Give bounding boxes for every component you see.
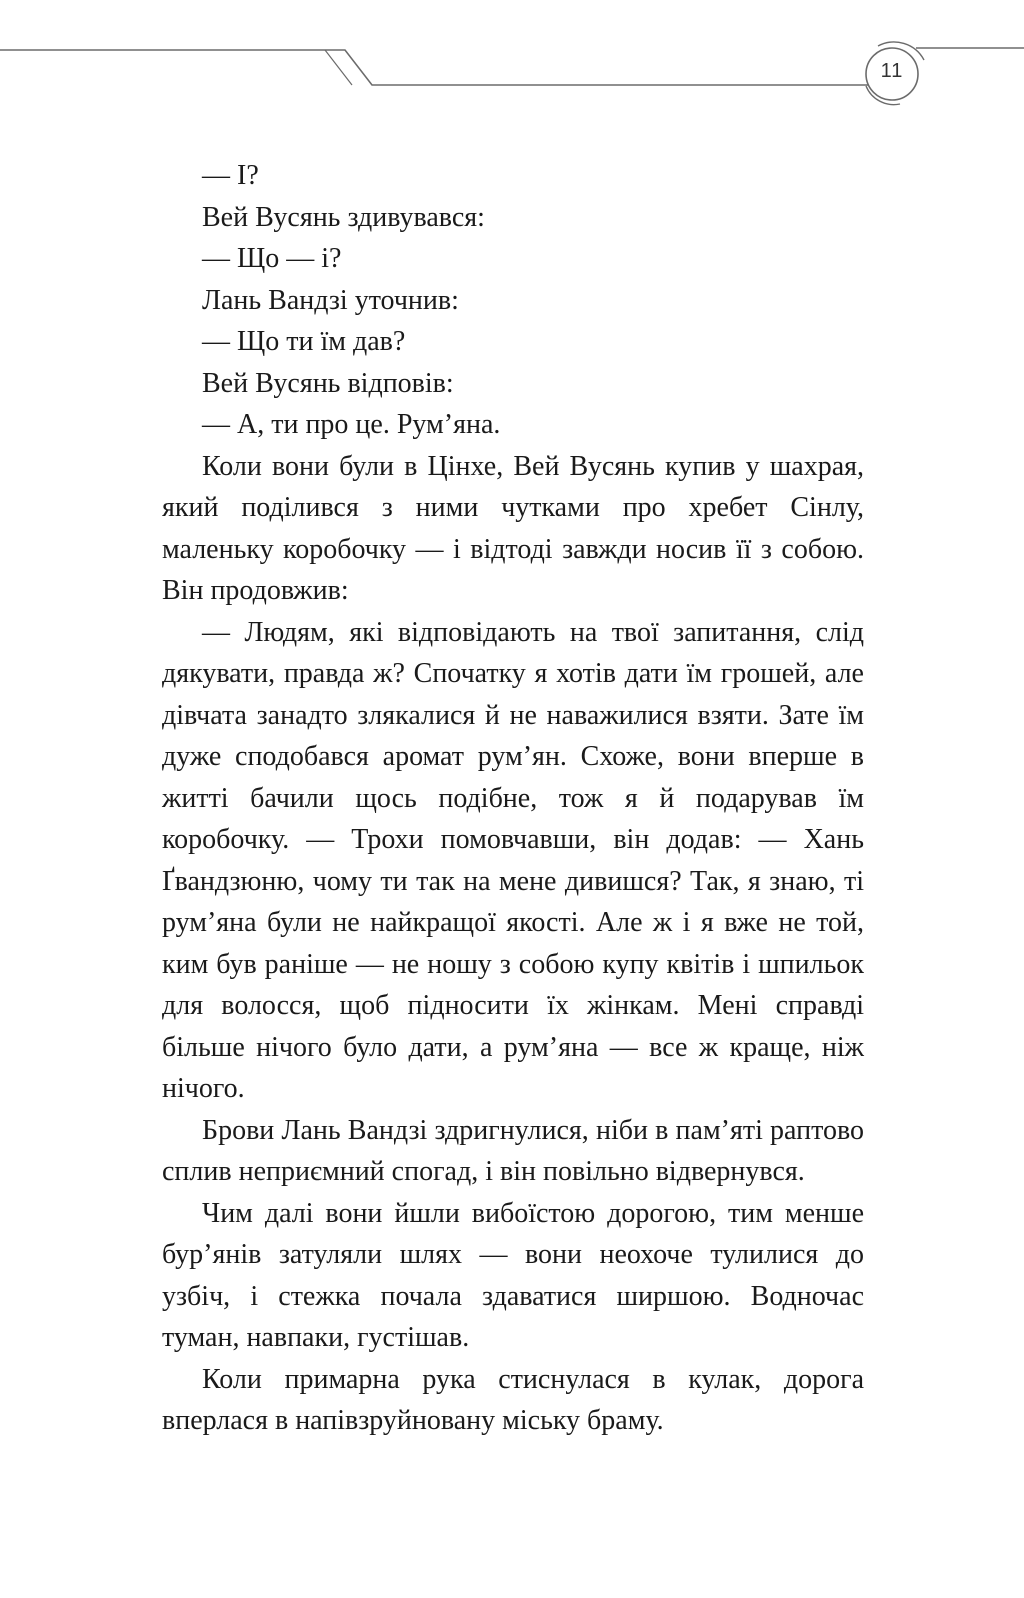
paragraph: Коли вони були в Цінхе, Вей Вусянь купив у шахрая, який поділився з ними чутками про хребет Сінлу, маленьку коробочку — і відтоді завжди носив її з собою. Він продовжив: [162, 450, 864, 606]
paragraph: — Що — і? [202, 243, 342, 274]
header-line [0, 50, 868, 85]
paragraph: — А, ти про це. Рум’яна. [202, 409, 501, 440]
body-text [162, 155, 864, 1442]
paragraph: — Людям, які відповідають на твої запитання, слід дякувати, правда ж? Спочатку я хотів дати їм грошей, але дівчата занадто злякалися й не наважилися взяти. Зате їм дуже сподобався аромат рум’ян. Схоже, вони вперше в житті бачили щось подібне, тож я й подарував їм коробочку. — Трохи помовчавши, він додав: — Хань Ґвандзюню, чому ти так на мене дивишся? Так, я знаю, ті рум’яна були не найкращої якості. Але ж і я вже не той, ким був раніше — не ношу з собою купу квітів і шпильок для волосся, щоб підносити їх жінкам. Мені справді більше нічого було дати, а рум’яна — все ж краще, ніж нічого. [162, 616, 864, 1104]
paragraph: — Що ти їм дав? [202, 326, 406, 357]
page-number: 11 [880, 60, 904, 82]
paragraph: Коли примарна рука стиснулася в кулак, дорога вперлася в напівзруйновану міську браму. [162, 1363, 864, 1436]
paragraph: — І? [202, 160, 259, 191]
paragraph: Вей Вусянь здивувався: [202, 201, 485, 233]
header-line-accent [325, 50, 352, 85]
paragraph: Лань Вандзі уточнив: [202, 284, 459, 316]
paragraph: Брови Лань Вандзі здригнулися, ніби в пам’яті раптово сплив неприємний спогад, і він повільно відвернувся. [162, 1114, 864, 1187]
page-header [0, 0, 1024, 120]
paragraph: Вей Вусянь відповів: [202, 367, 454, 399]
paragraph: Чим далі вони йшли вибоїстою дорогою, тим менше бур’янів затуляли шлях — вони неохоче тулилися до узбіч, і стежка почала здаватися ширшою. Водночас туман, навпаки, густішав. [162, 1197, 864, 1353]
